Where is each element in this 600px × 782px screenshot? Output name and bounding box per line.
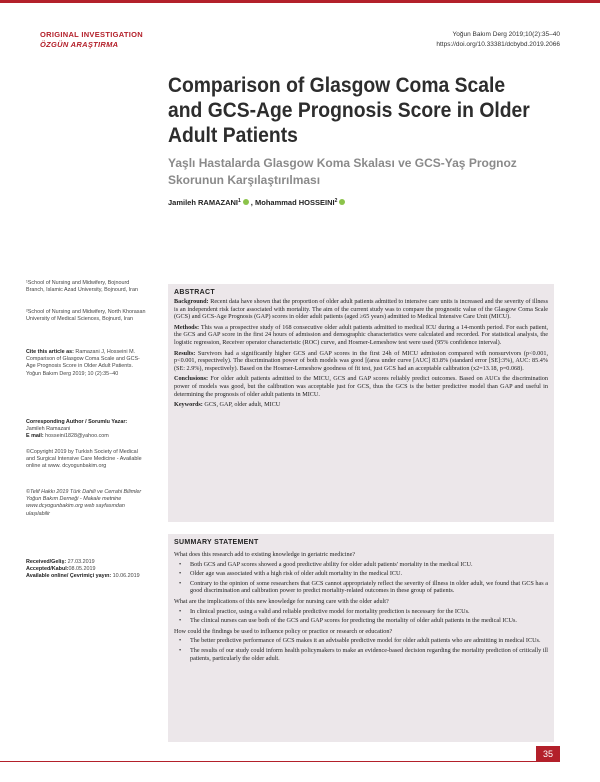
keywords-text: GCS, GAP, older adult, MICU — [202, 401, 281, 409]
summary-question-2: What are the implications of this new knowledge for nursing care with the older adult? — [174, 597, 389, 605]
conclusions-label: Conclusions: — [174, 375, 209, 383]
summary-list-1 — [174, 561, 548, 595]
author-2-affil: 2 — [334, 198, 338, 204]
abstract-background — [174, 298, 548, 321]
abstract-box — [168, 284, 554, 522]
summary-box — [168, 534, 554, 742]
affiliation-2: ²School of Nursing and Midwifery, North Khorasan University of Medical Sciences, Bojnurd, Iran — [26, 309, 146, 323]
list-item: • Older age was associated with a high risk of older adult mortality in the medical ICU. — [174, 570, 548, 578]
article-title: Comparison of Glasgow Coma Scale and GCS-Age Prognosis Score in Older Adult Patients — [168, 74, 530, 147]
article-subtitle: Yaşlı Hastalarda Glasgow Koma Skalası ve GCS-Yaş Prognoz Skorunun Karşılaştırılması — [168, 156, 517, 187]
journal-ref: Yoğun Bakım Derg 2019;10(2):35–40 — [452, 31, 560, 38]
abstract-keywords — [174, 401, 548, 409]
summary-question-3: How could the findings be used to influence policy or practice or research or education? — [174, 627, 393, 635]
list-item: • The better predictive performance of GCS makes it an advisable predictive model for older adult patients who are admitting in medical ICUs. — [174, 637, 548, 645]
article-type-en: ORIGINAL INVESTIGATION — [40, 30, 143, 39]
footer-rule — [0, 761, 536, 762]
received-label: Received/Geliş: — [26, 559, 67, 565]
keywords-label: Keywords: — [174, 401, 203, 409]
affiliation-1: ¹School of Nursing and Midwifery, Bojnourd Branch, Islamic Azad University, Bojnourd, Iran — [26, 280, 138, 294]
background-text: Recent data have shown that the proportion of older adult patients admitted to intensive care units is increased and the severity of illness is an independent risk factor associated with mortality. The aim of the current study was to compare the prognostic value of the Glasgow Coma Scale (GCS) and GCS-Age Prognosis (GAP) scores in older adult patients (aged ≥65 years) admitted to Medical Intensive Care Unit (MICU). — [174, 298, 548, 321]
accepted-label: Accepted/Kabul: — [26, 566, 69, 573]
summary-heading: SUMMARY STATEMENT — [174, 539, 259, 546]
abstract-conclusions — [174, 375, 548, 398]
corr-label: Corresponding Author / Sorumlu Yazar: — [26, 419, 128, 425]
abstract-results — [174, 350, 548, 373]
copyright-tr-text: ©Telif Hakkı 2019 Türk Dahili ve Cerrahi Bilimler Yoğun Bakım Derneği - Makale metnine www.dcyogunbakim.org web sayfasından ulaşılabilir — [26, 489, 142, 517]
doi-link[interactable]: https://doi.org/10.33381/dcbybd.2019.2066 — [436, 41, 560, 48]
summary-question-1: What does this research add to existing knowledge in geriatric medicine? — [174, 551, 356, 558]
journal-citation — [436, 30, 560, 50]
author-separator: , — [250, 198, 253, 207]
results-label: Results: — [174, 349, 196, 357]
cite-text: Ramazani J, Hosseini M. Comparison of Glasgow Coma Scale and GCS-Age Prognosis Score in Older Adult Patients. Yoğun Bakım Derg 2019; 10 (2):35−40 — [26, 349, 140, 377]
list-item: • Both GCS and GAP scores showed a good predictive ability for older adult patients' mortality in the medical ICU. — [174, 561, 548, 569]
author-line — [168, 198, 347, 207]
summary-list-2 — [174, 608, 548, 625]
summary-list-3 — [174, 637, 548, 662]
page-number: 35 — [536, 746, 560, 762]
orcid-icon[interactable] — [339, 199, 345, 205]
results-text: Survivors had a significantly higher GCS and GAP scores in the first 24h of MICU admission compared with nonsurvivors (p<0.001, p<0.001, respectively). The discrimination power of both models was good [(area under curve [AUC] 83.8% (standard error [SE]:3%), AUC: 85.4% (SE: 2.9%), respectively). Based on the Hosmer-Lemeshow goodness of fit test, just GCS had an acceptable calibration (x2=13.18, p=0.068). — [174, 349, 548, 372]
list-item: • The clinical nurses can use both of the GCS and GAP scores for predicting the mortality of older adult patients in the medical ICUs. — [174, 617, 548, 625]
copyright-en: ©Copyright 2019 by Turkish Society of Medical and Surgical Intensive Care Medicine - Available online at www. dcyogunbakim.org — [26, 449, 142, 470]
list-item: • Contrary to the opinion of some researchers that GCS cannot appropriately reflect the severity of illness in older adult, we found that GCS has a good discrimination and calibration power to predict mortality-related outcomes in these group of patients. — [174, 580, 548, 595]
methods-label: Methods: — [174, 323, 200, 331]
email-label: E mail: — [26, 433, 44, 440]
list-item: • In clinical practice, using a valid and reliable predictive model for mortality prediction is necessary for the ICUs. — [174, 608, 548, 616]
author-1-affil: 1 — [238, 198, 241, 204]
abstract-heading: ABSTRACT — [174, 289, 215, 296]
author-2-name[interactable]: Mohammad HOSSEINI — [254, 198, 335, 207]
corr-name: Jamileh Ramazani — [26, 426, 71, 433]
cite-as — [26, 349, 146, 378]
orcid-icon[interactable] — [243, 199, 249, 205]
methods-text: This was a prospective study of 168 consecutive older adult patients admitted to medical ICU during a 14-month period. For each patient, the GCS and GAP score in the first 24 hours of admission and demographic characteristics were calculated and recorded. For statistical analysis, the logistic regression, Receiver operator characteristic (ROC) curve, and Hosmer-Lemeshow test were used (95% confidence interval). — [174, 323, 548, 346]
corresponding-author — [26, 419, 146, 441]
online-date: 10.06.2019 — [111, 573, 140, 580]
top-rule — [0, 0, 600, 3]
article-type-tr: ÖZGÜN ARAŞTIRMA — [40, 40, 119, 49]
received-date: 27.03.2019 — [66, 559, 95, 565]
email-value[interactable]: hosseini1828@yahoo.com — [43, 433, 109, 440]
background-label: Background: — [174, 298, 209, 305]
accepted-date: 08.05.2019 — [68, 566, 96, 573]
cite-label: Cite this article as: — [26, 349, 74, 355]
author-1-name[interactable]: Jamileh RAMAZANI — [168, 198, 239, 207]
copyright-tr — [26, 489, 146, 518]
list-item: • The results of our study could inform health policymakers to make an evidence-based decision regarding the mortality prediction of critically ill patients, particularly the older adult. — [174, 647, 548, 662]
article-dates — [26, 559, 146, 581]
online-label: Available online/ Çevrimiçi yayın: — [26, 573, 112, 580]
conclusions-text: For older adult patients admitted to the MICU, GCS and GAP scores reliably predict outcomes. Based on AUCs the discrimination power of models was good, but the calibration was acceptable just for GCS, thus the GCS is the better predictive model than GAP and useful in determining the prognosis of older adult patients in MICU. — [174, 375, 548, 398]
abstract-methods — [174, 324, 548, 347]
